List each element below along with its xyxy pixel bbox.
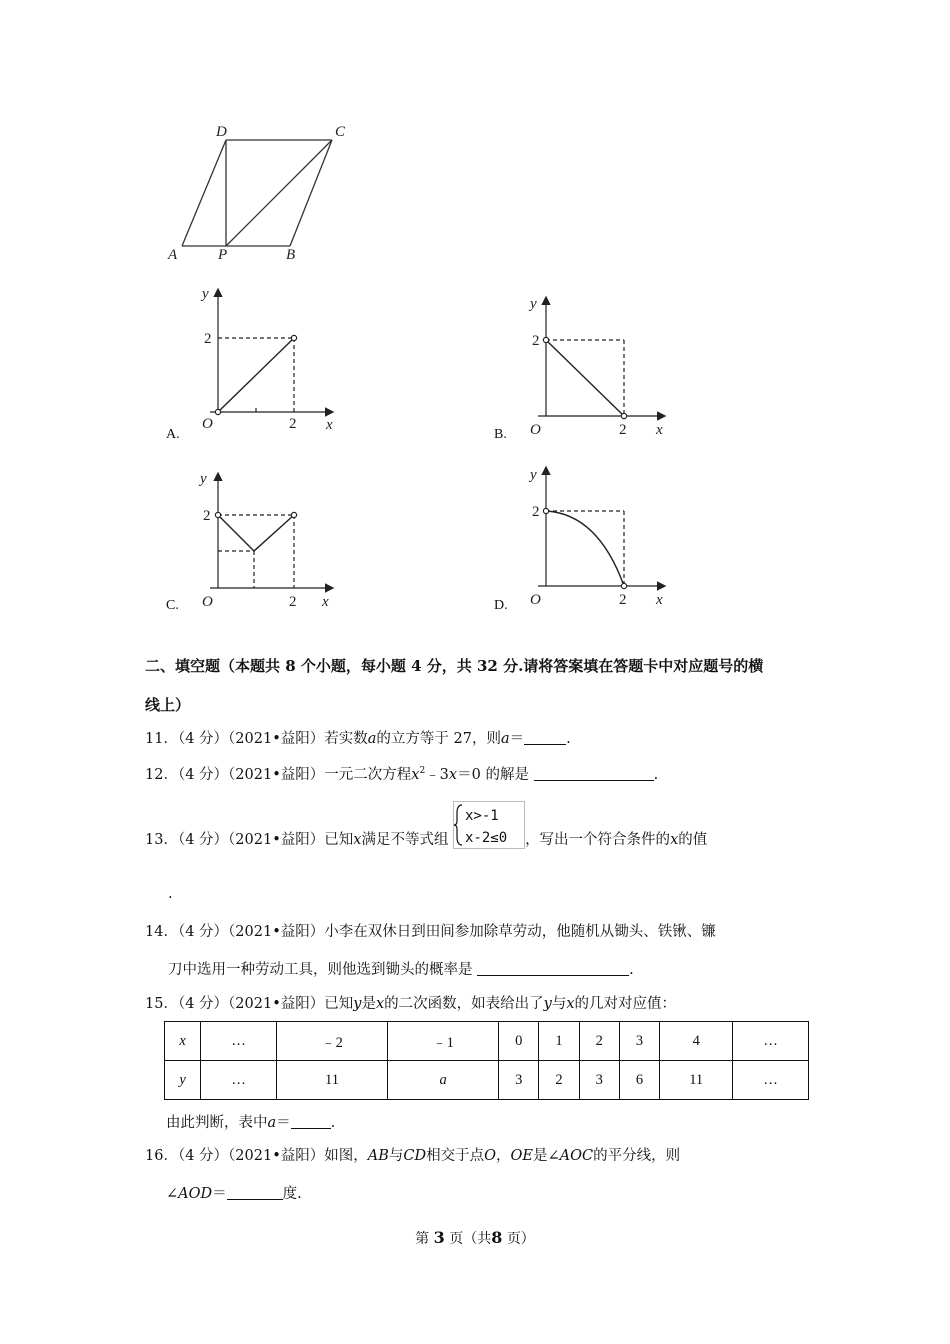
- answer-blank-11[interactable]: [524, 730, 566, 745]
- svg-text:2: 2: [203, 508, 211, 524]
- vertex-d: D: [216, 124, 227, 140]
- option-d-graph: [518, 462, 678, 612]
- answer-blank-16[interactable]: [227, 1185, 283, 1200]
- question-15: 15．（4 分）（2021•益阳）已知y是x的二次函数，如表给出了y与x的几对对应值：: [145, 996, 677, 1012]
- svg-text:2: 2: [204, 331, 212, 347]
- option-b-graph: [518, 292, 678, 444]
- section-title-cont: 线上）: [145, 696, 191, 714]
- svg-text:2: 2: [289, 594, 297, 610]
- svg-text:x: x: [326, 417, 333, 433]
- question-14: 14．（4 分）（2021•益阳）小李在双休日到田间参加除草劳动，他随机从锄头、铁锹、镰: [145, 924, 716, 940]
- answer-blank-12[interactable]: [534, 766, 654, 781]
- question-13-end: .: [168, 886, 173, 902]
- answer-blank-14[interactable]: [477, 961, 629, 976]
- table-row: y … 11 a 3 2 3 6 11 …: [165, 1061, 809, 1100]
- svg-text:O: O: [202, 594, 213, 610]
- section-title: 二、填空题（本题共 8 个小题，每小题 4 分，共 32 分.请将答案填在答题卡中对应题号的横: [145, 657, 764, 675]
- answer-blank-15[interactable]: [291, 1114, 331, 1129]
- svg-text:x-2≤0: x-2≤0: [465, 830, 508, 846]
- svg-text:O: O: [530, 422, 541, 438]
- svg-text:2: 2: [619, 422, 627, 438]
- svg-text:2: 2: [532, 504, 540, 520]
- question-11: 11．（4 分）（2021•益阳）若实数a的立方等于 27，则a＝ .: [145, 731, 571, 747]
- vertex-c: C: [335, 124, 346, 140]
- question-15-answer: 由此判断，表中a＝ .: [166, 1115, 336, 1131]
- svg-text:y: y: [530, 467, 537, 483]
- vertex-a: A: [168, 247, 178, 263]
- svg-text:x: x: [656, 592, 663, 608]
- option-c-label: C.: [166, 598, 179, 613]
- values-table: [164, 1021, 809, 1100]
- parallelogram-figure: [160, 118, 360, 268]
- vertex-b: B: [286, 247, 296, 263]
- inequality-system: [453, 801, 525, 849]
- option-b-label: B.: [494, 427, 507, 442]
- svg-text:2: 2: [289, 416, 297, 432]
- svg-text:O: O: [202, 416, 213, 432]
- svg-text:x: x: [322, 594, 329, 610]
- option-a-graph: [190, 282, 350, 434]
- page-footer: 第 3 页（共8 页）: [415, 1228, 535, 1247]
- svg-text:O: O: [530, 592, 541, 608]
- svg-text:y: y: [202, 286, 209, 302]
- svg-text:x: x: [656, 422, 663, 438]
- question-16-cont: ∠AOD＝ 度.: [166, 1186, 302, 1202]
- option-c-graph: [190, 466, 350, 614]
- svg-text:x>-1: x>-1: [465, 808, 499, 824]
- option-d-label: D.: [494, 598, 508, 613]
- question-13: 13．（4 分）（2021•益阳）已知x满足不等式组 x>-1 x-2≤0 ，写出一个符合条件的x的值: [145, 828, 707, 849]
- question-12: 12．（4 分）（2021•益阳）一元二次方程$x^2﹣3x=0$ 的解是 .: [145, 766, 659, 783]
- table-row: x … ﹣2 ﹣1 0 1 2 3 4 …: [165, 1022, 809, 1061]
- svg-text:y: y: [200, 471, 207, 487]
- svg-text:2: 2: [619, 592, 627, 608]
- svg-text:2: 2: [532, 333, 540, 349]
- svg-text:y: y: [530, 296, 537, 312]
- question-14-cont: 刀中选用一种劳动工具，则他选到锄头的概率是 .: [168, 962, 634, 978]
- question-16: 16．（4 分）（2021•益阳）如图，AB与CD相交于点O，OE是∠AOC的平分线，则: [145, 1148, 681, 1164]
- vertex-p: P: [218, 247, 228, 263]
- option-a-label: A.: [166, 427, 180, 442]
